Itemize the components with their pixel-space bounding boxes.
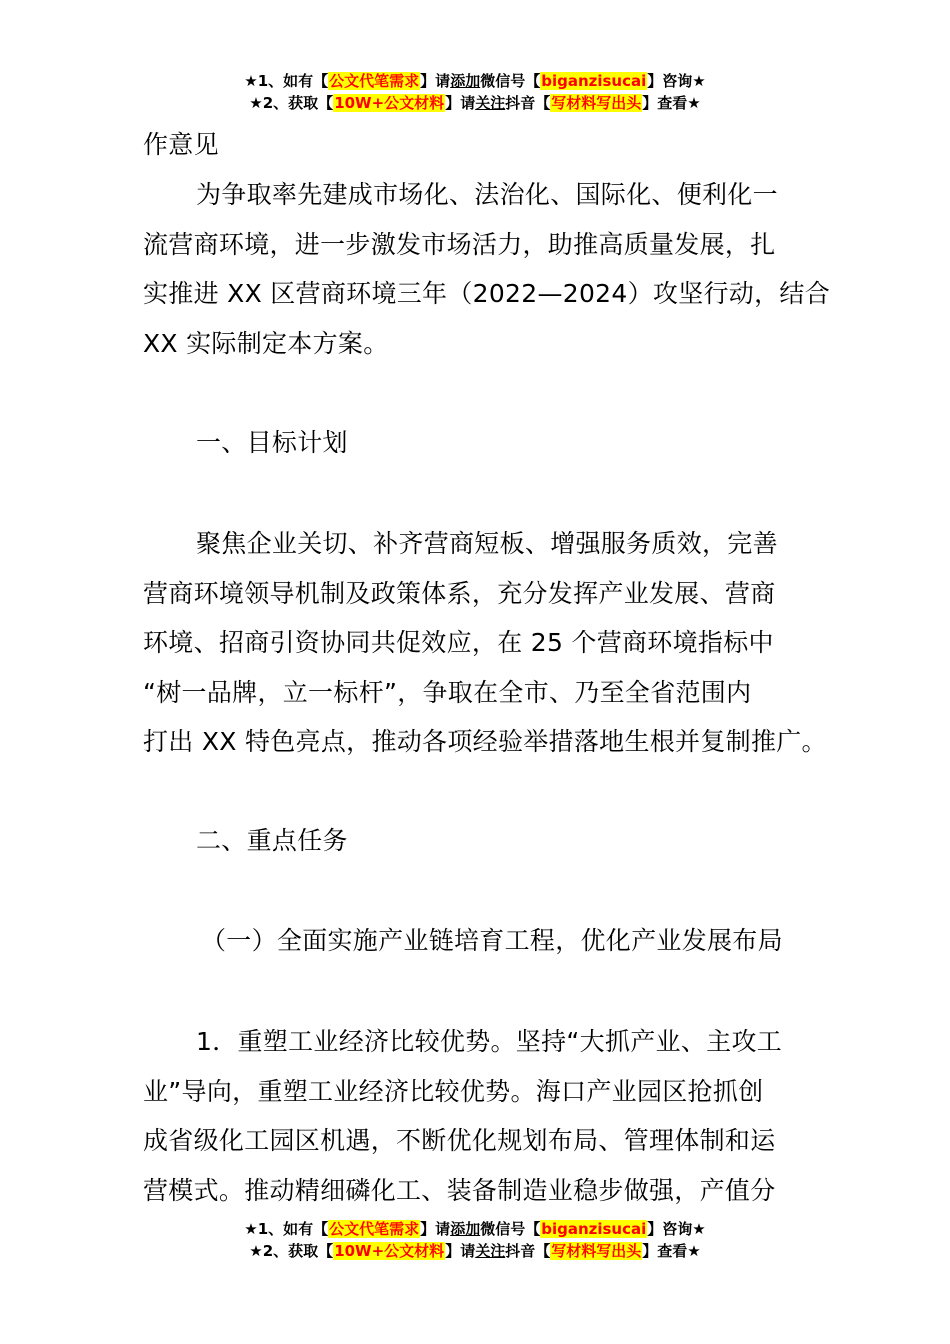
banner-highlight: 公文代笔需求 xyxy=(329,72,420,90)
banner-text: ★1、如有【 xyxy=(244,72,329,90)
paragraph-line: 打出 XX 特色亮点，推动各项经验举措落地生根并复制推广。 xyxy=(143,727,827,756)
paragraph-line: 为争取率先建成市场化、法治化、国际化、便利化一 xyxy=(196,180,778,209)
banner-text: 】咨询★ xyxy=(647,72,706,90)
paragraph-line: 1．重塑工业经济比较优势。坚持“大抓产业、主攻工 xyxy=(196,1027,783,1056)
subsection-heading: （一）全面实施产业链培育工程，优化产业发展布局 xyxy=(201,926,783,955)
banner-text: 抖音【 xyxy=(505,94,551,112)
banner-highlight: biganzisucai xyxy=(541,72,647,90)
banner-text: 】咨询★ xyxy=(647,1220,706,1238)
paragraph-line: “树一品牌，立一标杆”，争取在全市、乃至全省范围内 xyxy=(143,677,752,707)
banner-text: 】查看★ xyxy=(642,1242,701,1260)
banner-underlined-text: 添加 xyxy=(450,72,481,90)
item-1-paragraph xyxy=(143,1017,809,1215)
banner-line-1 xyxy=(0,1218,950,1240)
banner-highlight: 写材料写出头 xyxy=(551,1242,642,1260)
paragraph-line: 营商环境领导机制及政策体系，充分发挥产业发展、营商 xyxy=(143,578,776,608)
paragraph-line: 聚焦企业关切、补齐营商短板、增强服务质效，完善 xyxy=(196,529,778,558)
banner-underlined-text: 关注 xyxy=(475,94,506,112)
banner-highlight: 写材料写出头 xyxy=(551,94,642,112)
intro-paragraph xyxy=(143,170,830,368)
section-1-paragraph xyxy=(143,519,827,767)
paragraph-line: 环境、招商引资协同共促效应，在 25 个营商环境指标中 xyxy=(143,628,774,657)
banner-highlight: 公文代笔需求 xyxy=(329,1220,420,1238)
subsection-1-heading xyxy=(143,916,809,966)
paragraph-line: 成省级化工园区机遇，不断优化规划布局、管理体制和运 xyxy=(143,1126,776,1155)
paragraph-line: 业”导向，重塑工业经济比较优势。海口产业园区抢抓创 xyxy=(143,1076,764,1106)
banner-text: 微信号【 xyxy=(480,1220,541,1238)
banner-text: 抖音【 xyxy=(505,1242,551,1260)
banner-text: ★2、获取【 xyxy=(249,1242,334,1260)
banner-line-2 xyxy=(0,1240,950,1262)
banner-text: 微信号【 xyxy=(480,72,541,90)
footer-banner xyxy=(0,1218,950,1262)
banner-line-2 xyxy=(0,92,950,114)
paragraph-line: 营模式。推动精细磷化工、装备制造业稳步做强，产值分 xyxy=(143,1175,776,1205)
banner-highlight: 10W+公文材料 xyxy=(334,1242,445,1260)
banner-text: 】请 xyxy=(445,1242,476,1260)
banner-text: ★1、如有【 xyxy=(244,1220,329,1238)
banner-text: ★2、获取【 xyxy=(249,94,334,112)
banner-text: 】请 xyxy=(420,72,451,90)
banner-underlined-text: 添加 xyxy=(450,1220,481,1238)
section-heading: 一、目标计划 xyxy=(196,428,348,457)
header-banner xyxy=(0,70,950,114)
banner-highlight: biganzisucai xyxy=(541,1220,647,1238)
banner-text: 】查看★ xyxy=(642,94,701,112)
document-title-tail xyxy=(143,120,809,170)
banner-highlight: 10W+公文材料 xyxy=(334,94,445,112)
title-tail: 作意见 xyxy=(143,130,219,159)
banner-line-1 xyxy=(0,70,950,92)
paragraph-line: 流营商环境，进一步激发市场活力，助推高质量发展，扎 xyxy=(143,229,776,259)
banner-text: 】请 xyxy=(445,94,476,112)
section-2-heading xyxy=(143,816,809,866)
section-heading: 二、重点任务 xyxy=(196,826,348,855)
paragraph-line: 实推进 XX 区营商环境三年（2022—2024）攻坚行动，结合 xyxy=(143,279,830,308)
section-1-heading xyxy=(143,418,809,468)
paragraph-line: XX 实际制定本方案。 xyxy=(143,328,389,358)
banner-underlined-text: 关注 xyxy=(475,1242,506,1260)
banner-text: 】请 xyxy=(420,1220,451,1238)
